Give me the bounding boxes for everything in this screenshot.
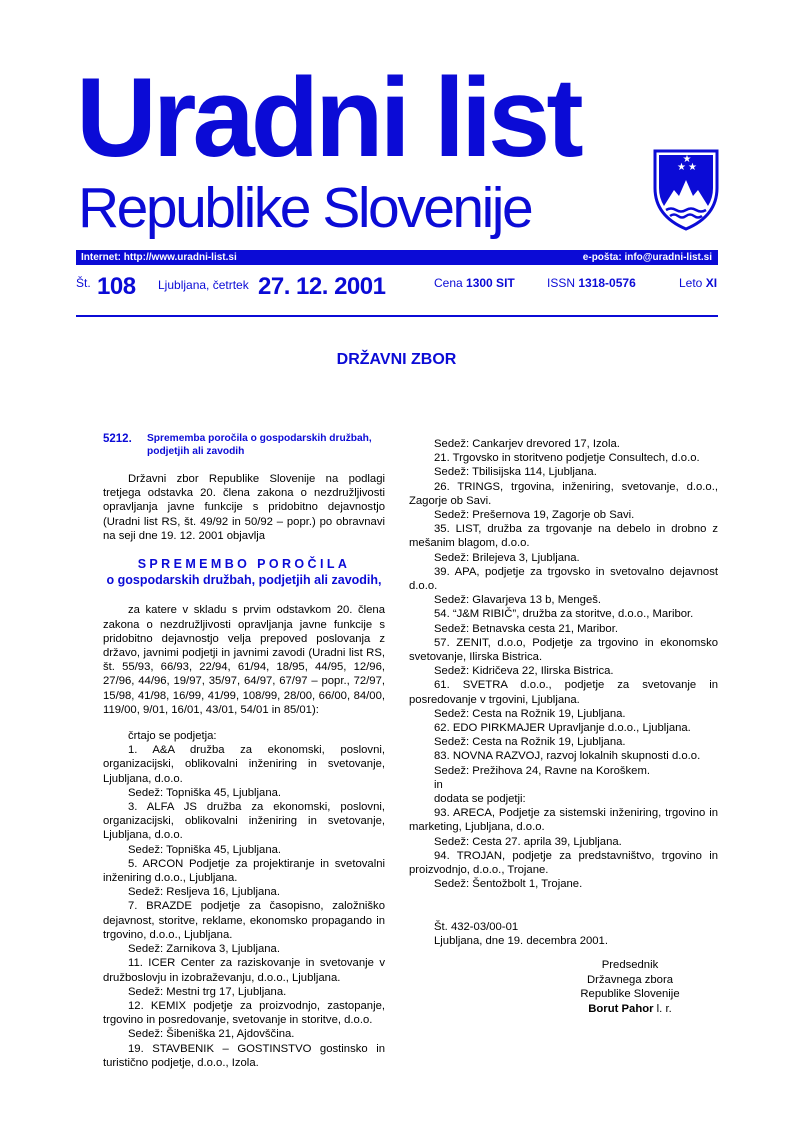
header-rule [76,315,718,317]
issue-number-label: Št. [76,276,91,290]
list-item: 12. KEMIX podjetje za proizvodnjo, zastopanje, trgovino in posredovanje, svetovanje in storitve, d.o.o. [103,999,385,1027]
list-item-seat: Sedež: Topniška 45, Ljubljana. [128,843,282,856]
list-item-seat: Sedež: Mestni trg 17, Ljubljana. [128,985,287,998]
list-item-seat: Sedež: Cesta na Rožnik 19, Ljubljana. [434,736,626,749]
list-item-seat: Sedež: Glavarjeva 13 b, Mengeš. [434,594,602,607]
email-link[interactable]: e-pošta: info@uradni-list.si [582,252,712,263]
list-item: 26. TRINGS, trgovina, inženiring, svetovanje, d.o.o., Zagorje ob Savi. [409,480,718,507]
list-item: 39. APA, podjetje za trgovsko in svetovalno dejavnost d.o.o. [409,565,718,593]
list-item-seat: Sedež: Topniška 45, Ljubljana. [128,786,282,799]
masthead-subtitle: Republike Slovenije [78,176,532,240]
issue-place-day: Ljubljana, četrtek [158,278,249,292]
list-item: 11. ICER Center za raziskovanje in svetovanje v družboslovju in izobraževanju, d.o.o., Ljubljana. [103,957,385,984]
signature-title-3: Republike Slovenije [580,988,680,1000]
list-item: 19. STAVBENIK – GOSTINSTVO gostinsko in turistično podjetje, d.o.o., Izola. [103,1042,385,1069]
act-number: 5212. [103,433,132,445]
in-label: in [434,778,443,791]
act-heading-spaced: SPREMEMBO POROČILA [137,557,351,572]
list-item-seat: Sedež: Kidričeva 22, Ilirska Bistrica. [434,665,614,678]
slovenia-coat-of-arms-icon [652,148,720,232]
list-item: 57. ZENIT, d.o.o, Podjetje za trgovino in ekonomsko svetovanje, Ilirska Bistrica. [409,636,718,664]
signatory-suffix: l. r. [656,1002,672,1015]
list-item-seat: Sedež: Cankarjev drevored 17, Izola. [434,438,620,450]
contact-bar [76,250,718,265]
list-item-seat: Sedež: Betnavska cesta 21, Maribor. [434,622,618,635]
act-title: Sprememba poročila o gospodarskih družbah, podjetjih ali zavodih [147,433,372,457]
document-reference: Št. 432-03/00-01 [434,920,519,933]
list-item: 35. LIST, družba za trgovanje na debelo in drobno z mešanim blagom, d.o.o. [409,523,718,550]
act-heading [103,433,385,458]
list-item-seat: Sedež: Šibeniška 21, Ajdovščina. [128,1028,295,1041]
document-place-date: Ljubljana, dne 19. decembra 2001. [434,934,608,947]
internet-link[interactable]: Internet: http://www.uradni-list.si [81,252,237,263]
list-item: 94. TROJAN, podjetje za predstavništvo, trgovino in proizvodnjo, d.o.o., Trojane. [409,849,718,877]
list-item: 21. Trgovsko in storitveno podjetje Consultech, d.o.o. [434,452,700,465]
list-item-seat: Sedež: Prežihova 24, Ravne na Koroškem. [434,764,651,777]
list-item-seat: Sedež: Brilejeva 3, Ljubljana. [434,551,580,564]
signatory [560,1002,700,1017]
signature-title-1: Predsednik [601,959,659,971]
deleted-list [103,743,385,1070]
masthead-title: Uradni list [76,55,580,180]
act-body: za katere v skladu s prvim odstavkom 20. člena zakona o nezdružljivosti opravljanja javne funkcije s pridobitno dejavnostjo velja prepoved poslovanja z državo, javnimi podjetji in javnimi zavodi (Uradni list RS, št. 55/93, 66/93, 22/94, 61/94, 18/95, 44/95, 12/96, 27/96, 44/96, 19/97, 35/97, 64/97, 67/97 – popr., 72/97, 15/98, 41/98, 16/99, 41/99, 108/99, 28/00, 66/00, 84/00, 119/00, 9/01, 16/01, 43/01, 54/01 in 85/01): [103,604,385,716]
signatory-name: Borut Pahor [588,1002,654,1015]
list-item: 62. EDO PIRKMAJER Upravljanje d.o.o., Ljubljana. [434,722,691,735]
list-item-seat: Sedež: Prešernova 19, Zagorje ob Savi. [434,509,635,522]
list-item: 5. ARCON Podjetje za projektiranje in svetovalni inženiring d.o.o., Ljubljana. [103,857,385,885]
list-item-seat: Sedež: Zarnikova 3, Ljubljana. [128,943,280,956]
signature-block [560,958,700,1016]
list-item-seat: Sedež: Tbilisijska 114, Ljubljana. [434,466,597,479]
right-column [409,437,718,948]
list-item: 83. NOVNA RAZVOJ, razvoj lokalnih skupnosti d.o.o. [434,750,701,763]
svg-text:★: ★ [688,162,697,173]
section-title: DRŽAVNI ZBOR [336,351,457,368]
list-item-seat: Sedež: Šentožbolt 1, Trojane. [434,878,583,891]
issue-year: Leto XI [679,276,718,290]
list-item: 1. A&A družba za ekonomski, poslovni, organizacijski, oblikovalni inženiring in svetovanje, Ljubljana, d.o.o. [103,744,385,785]
act-heading-sub: o gospodarskih družbah, podjetjih ali zavodih, [106,573,382,588]
svg-text:★: ★ [677,162,686,173]
list-item: 61. SVETRA d.o.o., podjetje za svetovanje in posredovanje v trgovini, Ljubljana. [409,679,718,706]
act-intro: Državni zbor Republike Slovenije na podlagi tretjega odstavka 20. člena zakona o nezdružljivosti opravljanja javne funkcije s pridobitno dejavnostjo (Uradni list RS, št. 49/92 in 50/92 – popr.) po obravnavi na seji dne 19. 12. 2001 objavlja [103,473,385,542]
list-item: 3. ALFA JS družba za ekonomski, poslovni, organizacijski, oblikovalni inženiring in svetovanje, Ljubljana, d.o.o. [103,801,385,842]
issue-number: 108 [97,273,136,300]
list-item: 93. ARECA, Podjetje za sistemski inženiring, trgovino in marketing, Ljubljana, d.o.o. [409,807,718,834]
list-item-seat: Sedež: Reslјeva 16, Ljubljana. [128,886,280,899]
issue-date: 27. 12. 2001 [258,273,386,300]
deleted-label: črtajo se podjetja: [128,730,217,743]
added-label: dodata se podjetji: [434,793,526,806]
list-item: 54. “J&M RIBIČ”, družba za storitve, d.o.o., Maribor. [434,608,694,621]
issue-price: Cena 1300 SIT [434,276,515,290]
issue-issn: ISSN 1318-0576 [547,276,636,290]
list-item-seat: Sedež: Cesta 27. aprila 39, Ljubljana. [434,835,622,848]
list-item-seat: Sedež: Cesta na Rožnik 19, Ljubljana. [434,707,626,720]
svg-text:★: ★ [682,154,692,165]
list-item: 7. BRAZDE podjetje za časopisno, založniško dejavnost, storitve, reklame, ekonomsko propagando in trgovino, d.o.o., Ljubljana. [103,900,385,941]
left-column [103,433,385,1070]
signature-title-2: Državnega zbora [586,973,674,986]
